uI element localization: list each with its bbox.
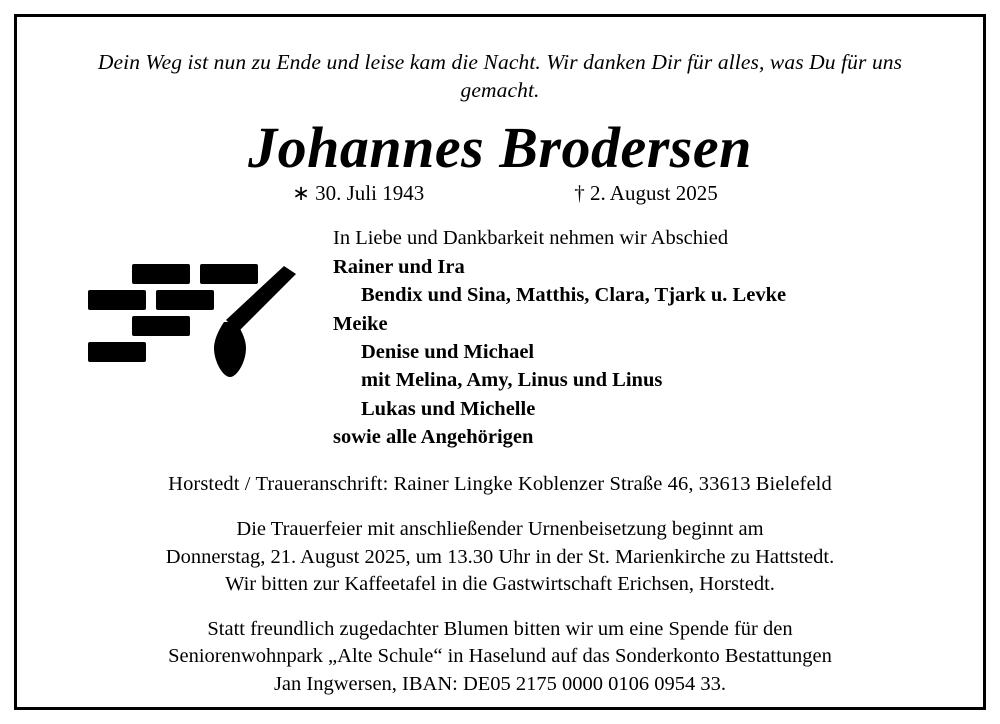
ceremony-line: Die Trauerfeier mit anschließender Urnenbeisetzung beginnt am (236, 518, 764, 541)
family-line: Denise und Michael (361, 341, 535, 364)
notice-frame (14, 14, 986, 710)
family-line: Bendix und Sina, Matthis, Clara, Tjark u. Levke (361, 284, 787, 307)
family-line: sowie alle Angehörigen (333, 425, 534, 448)
donation-request (53, 616, 947, 698)
family-lead: In Liebe und Dankbarkeit nehmen wir Abschied (333, 226, 729, 249)
family-line: Meike (333, 312, 388, 335)
ceremony-line: Wir bitten zur Kaffeetafel in die Gastwirtschaft Erichsen, Horstedt. (225, 573, 775, 596)
life-dates (53, 181, 947, 206)
mason-trowel-and-bricks-icon (53, 224, 333, 379)
emblem-and-family (53, 224, 947, 451)
donation-line: Seniorenwohnpark „Alte Schule“ in Haselund auf das Sonderkonto Bestattungen (168, 645, 832, 668)
birth-date: ∗ 30. Juli 1943 (292, 180, 425, 205)
family-line: Rainer und Ira (333, 256, 465, 279)
death-date: † 2. August 2025 (574, 180, 718, 205)
family-line: Lukas und Michelle (361, 397, 536, 420)
ceremony-line: Donnerstag, 21. August 2025, um 13.30 Uhr in der St. Marienkirche zu Hattstedt. (165, 545, 835, 568)
donation-line: Jan Ingwersen, IBAN: DE05 2175 0000 0106 0954 33. (273, 672, 727, 695)
family-line: mit Melina, Amy, Linus und Linus (361, 369, 663, 392)
ceremony-details (53, 516, 947, 598)
place-and-address: Horstedt / Traueranschrift: Rainer Lingke Koblenzer Straße 46, 33613 Bielefeld (168, 473, 832, 496)
deceased-name: Johannes Brodersen (248, 115, 752, 181)
donation-line: Statt freundlich zugedachter Blumen bitten wir um eine Spende für den (207, 617, 793, 640)
family-list (333, 224, 947, 451)
memorial-verse: Dein Weg ist nun zu Ende und leise kam die Nacht. Wir danken Dir für alles, was Du für uns gemacht. (97, 50, 903, 102)
